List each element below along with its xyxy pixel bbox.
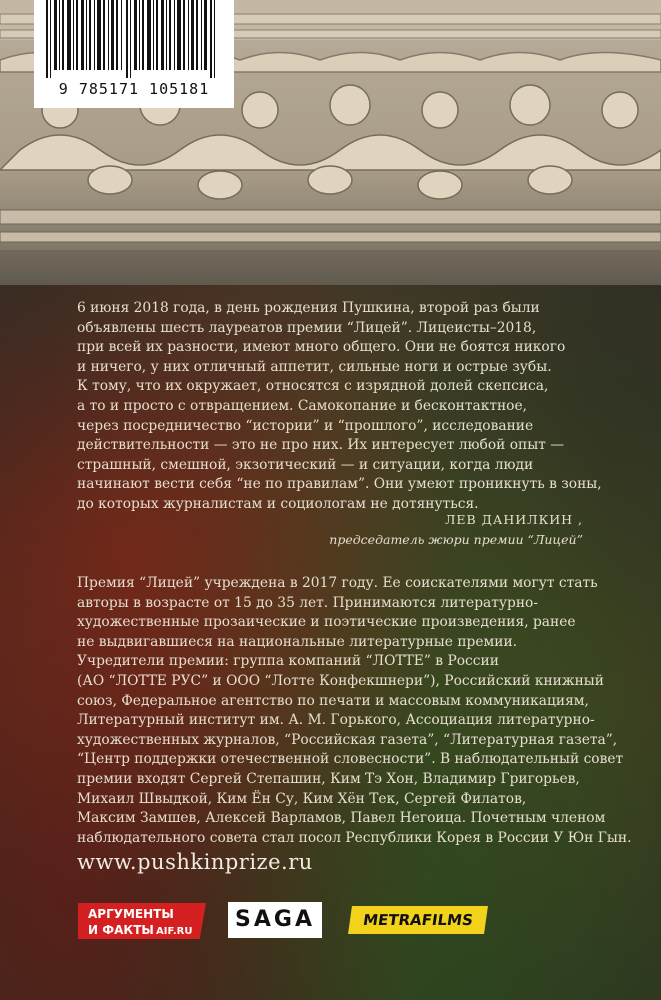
aif-logo bbox=[78, 903, 206, 939]
quote-line: К тому, что их окружает, относятся с изрядной долей скепсиса, bbox=[77, 378, 549, 395]
isbn-number: 9 785171 105181 bbox=[58, 80, 210, 98]
description-line: Литературный институт им. А. М. Горького, Ассоциация литературно- bbox=[77, 712, 595, 729]
description-line: “Центр поддержки отечественной словесности”. В наблюдательный совет bbox=[77, 751, 624, 768]
barcode bbox=[34, 0, 234, 108]
description-line: Учредители премии: группа компаний “ЛОТТЕ” в России bbox=[77, 653, 499, 670]
quote-line: и ничего, у них отличный аппетит, сильные ноги и острые зубы. bbox=[77, 358, 552, 375]
description-line: не выдвигавшиеся на национальные литературные премии. bbox=[77, 633, 518, 650]
description-line: Максим Замшев, Алексей Варламов, Павел Негоица. Почетным членом bbox=[77, 810, 606, 827]
prize-description bbox=[77, 574, 637, 848]
description-line: авторы в возрасте от 15 до 35 лет. Принимаются литературно- bbox=[77, 594, 539, 611]
description-line: союз, Федеральное агентство по печати и массовым коммуникациям, bbox=[77, 692, 589, 709]
quote-author: ЛЕВ ДАНИЛКИН , bbox=[445, 512, 583, 527]
quote-line: при всей их разности, имеют много общего. Они не боятся никого bbox=[77, 339, 566, 356]
description-line: (АО “ЛОТТЕ РУС” и ООО “Лотте Конфекшнери”), Российский книжный bbox=[77, 672, 604, 689]
quote-line: 6 июня 2018 года, в день рождения Пушкина, второй раз были bbox=[77, 300, 540, 316]
description-line: Премия “Лицей” учреждена в 2017 году. Ее соискателями могут стать bbox=[77, 575, 598, 591]
metrafilms-logo: METRAFILMS bbox=[348, 906, 488, 934]
barcode-bars bbox=[46, 0, 222, 78]
quote-line: а то и просто с отвращением. Самокопание и бесконтактное, bbox=[77, 397, 528, 414]
description-line: Михаил Швыдкой, Ким Ён Су, Ким Хён Тек, Сергей Филатов, bbox=[77, 790, 527, 807]
quote-line: объявлены шесть лауреатов премии “Лицей”. Лицеисты–2018, bbox=[77, 319, 537, 336]
description-line: художественные прозаические и поэтические произведения, ранее bbox=[77, 614, 576, 631]
description-line: наблюдательного совета стал посол Республики Корея в России У Юн Гын. bbox=[77, 829, 632, 846]
quote-author-role: председатель жюри премии “Лицей” bbox=[329, 532, 583, 547]
quote-line: действительности — это не про них. Их интересует любой опыт — bbox=[77, 437, 565, 454]
description-line: художественных журналов, “Российская газета”, “Литературная газета”, bbox=[77, 731, 618, 748]
quote-line: до которых журналистам и социологам не дотянуться. bbox=[77, 495, 479, 512]
saga-logo: SAGA bbox=[228, 902, 322, 938]
aif-logo-bottom: И ФАКТЫ bbox=[88, 923, 154, 937]
aif-logo-top: АРГУМЕНТЫ bbox=[88, 907, 174, 921]
jury-quote bbox=[77, 299, 602, 515]
aif-logo-site: AIF.RU bbox=[156, 926, 193, 937]
description-line: премии входят Сергей Степашин, Ким Тэ Хон, Владимир Григорьев, bbox=[77, 770, 580, 787]
quote-line: страшный, смешной, экзотический — и ситуации, когда люди bbox=[77, 456, 534, 473]
website-url: www.pushkinprize.ru bbox=[77, 850, 313, 874]
quote-line: начинают вести себя “не по правилам”. Они умеют проникнуть в зоны, bbox=[77, 476, 602, 493]
quote-line: через посредничество “истории” и “прошлого”, исследование bbox=[77, 417, 534, 434]
